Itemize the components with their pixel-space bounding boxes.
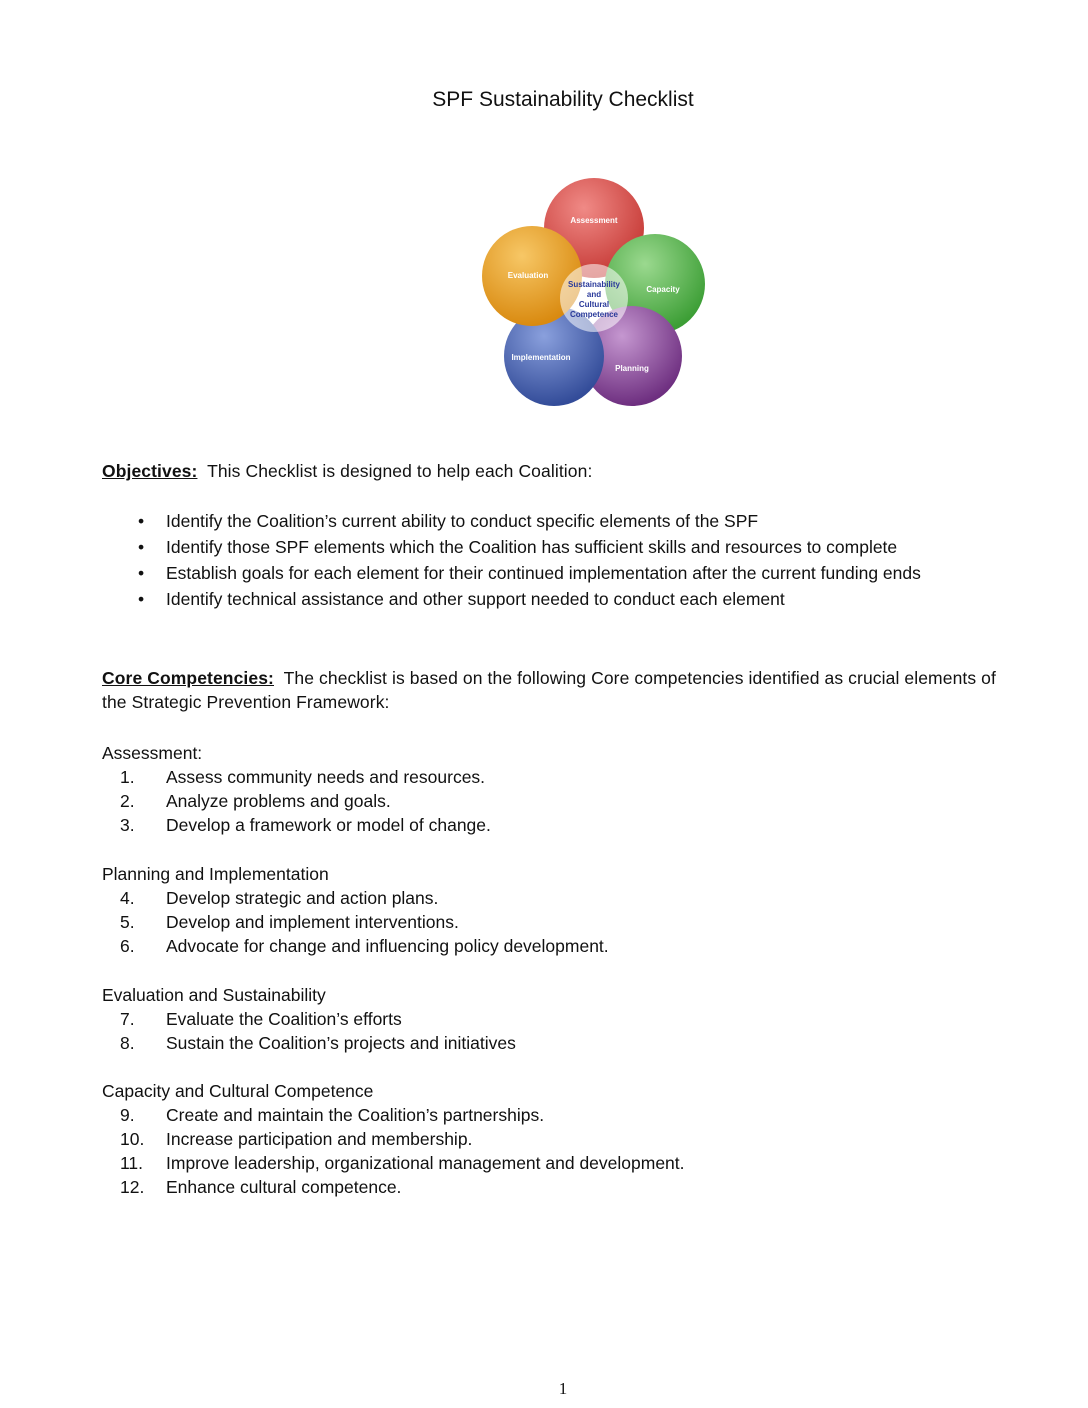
list-item: 3. Develop a framework or model of change. xyxy=(120,815,491,835)
list-item: 1. Assess community needs and resources. xyxy=(120,767,486,787)
section-assessment xyxy=(102,741,491,837)
list-item: • Identify technical assistance and other support needed to conduct each element xyxy=(138,589,785,609)
svg-text:Sustainability: Sustainability xyxy=(567,280,621,289)
page-title: SPF Sustainability Checklist xyxy=(432,88,694,111)
objectives-list xyxy=(138,509,1038,613)
section-capacity-cultural xyxy=(102,1079,685,1199)
section-evaluation-sustainability xyxy=(102,983,516,1055)
objectives-paragraph xyxy=(102,459,592,483)
list-item: 12. Enhance cultural competence. xyxy=(120,1177,402,1197)
section-heading: Capacity and Cultural Competence xyxy=(102,1081,374,1101)
section-heading: Evaluation and Sustainability xyxy=(102,985,326,1005)
page-number: 1 xyxy=(558,1379,568,1398)
objectives-intro: This Checklist is designed to help each Coalition: xyxy=(207,461,593,481)
section-planning-implementation xyxy=(102,862,609,958)
list-item: • Identify the Coalition’s current ability to conduct specific elements of the SPF xyxy=(138,511,759,531)
core-intro: The checklist is based on the following Core competencies identified as crucial elements of the Strategic Prevention Framework: xyxy=(102,668,996,712)
label-implementation: Implementation xyxy=(511,353,571,362)
label-evaluation: Evaluation xyxy=(507,271,549,280)
objectives-label: Objectives: xyxy=(102,461,198,481)
svg-text:and: and xyxy=(586,290,602,299)
list-item: 2. Analyze problems and goals. xyxy=(120,791,391,811)
list-item: 11. Improve leadership, organizational management and development. xyxy=(120,1153,685,1173)
label-capacity: Capacity xyxy=(646,285,680,294)
list-item: • Establish goals for each element for their continued implementation after the current funding ends xyxy=(138,563,921,583)
core-competencies-paragraph xyxy=(102,666,1022,714)
list-item: 6. Advocate for change and influencing policy development. xyxy=(120,936,609,956)
list-item: 9. Create and maintain the Coalition’s partnerships. xyxy=(120,1105,545,1125)
section-heading: Planning and Implementation xyxy=(102,864,329,884)
list-item: 5. Develop and implement interventions. xyxy=(120,912,459,932)
list-item: 4. Develop strategic and action plans. xyxy=(120,888,439,908)
section-heading: Assessment: xyxy=(102,743,203,763)
core-label: Core Competencies: xyxy=(102,668,274,688)
spf-framework-diagram xyxy=(478,176,710,416)
list-item: 8. Sustain the Coalition’s projects and initiatives xyxy=(120,1033,516,1053)
svg-text:Cultural: Cultural xyxy=(578,300,610,309)
svg-text:Competence: Competence xyxy=(569,310,619,319)
label-assessment: Assessment xyxy=(570,216,618,225)
list-item: 7. Evaluate the Coalition’s efforts xyxy=(120,1009,402,1029)
list-item: 10. Increase participation and membership. xyxy=(120,1129,473,1149)
label-planning: Planning xyxy=(615,364,649,373)
list-item: • Identify those SPF elements which the Coalition has sufficient skills and resources to complete xyxy=(138,537,898,557)
